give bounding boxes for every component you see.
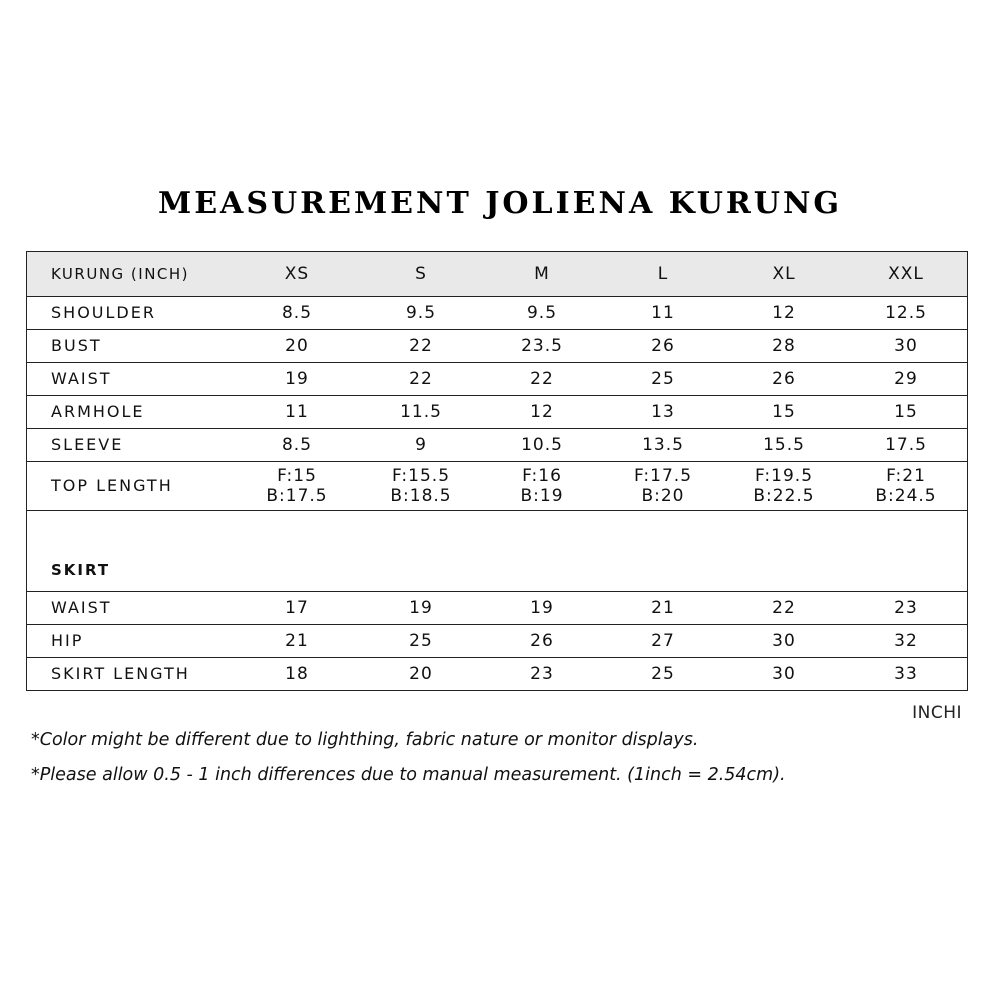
table-cell: 19 [409, 598, 433, 618]
skirt-section-row [27, 510, 967, 591]
table-row [27, 395, 967, 428]
table-header-row [27, 252, 967, 296]
skirt-heading: SKIRT [51, 561, 111, 579]
front-length: F:21 [886, 466, 926, 486]
table-cell: 25 [651, 664, 675, 684]
row-label: SHOULDER [51, 303, 156, 322]
table-cell: 18 [285, 664, 309, 684]
header-size-xxl: XXL [888, 264, 924, 284]
table-cell: 12.5 [885, 303, 927, 323]
table-cell: 27 [651, 631, 675, 651]
table-cell: 9.5 [405, 303, 437, 323]
table-cell: 26 [530, 631, 554, 651]
front-length: F:17.5 [633, 466, 693, 486]
table-cell: 17.5 [885, 435, 927, 455]
table-row [27, 624, 967, 657]
table-cell: 15.5 [763, 435, 805, 455]
back-length: B:20 [641, 486, 685, 506]
color-disclaimer: *Color might be different due to lighthing, fabric nature or monitor displays. [31, 730, 699, 750]
table-cell: 32 [894, 631, 918, 651]
table-cell: 12 [530, 402, 554, 422]
header-size-xs: XS [284, 264, 310, 284]
back-length: B:17.5 [266, 486, 328, 506]
back-length: B:19 [520, 486, 564, 506]
table-cell: 9.5 [526, 303, 558, 323]
row-label: ARMHOLE [51, 402, 145, 421]
header-label: KURUNG (INCH) [51, 265, 190, 283]
back-length: B:18.5 [390, 486, 452, 506]
unit-note: INCHI [912, 703, 962, 723]
table-cell: 8.5 [281, 435, 313, 455]
row-label: SLEEVE [51, 435, 124, 454]
table-row-top-length [27, 461, 967, 510]
header-size-m: M [534, 264, 550, 284]
table-cell: 23 [530, 664, 554, 684]
back-length: B:22.5 [753, 486, 815, 506]
table-cell: 30 [772, 664, 796, 684]
table-cell: 19 [285, 369, 309, 389]
table-cell: 33 [894, 664, 918, 684]
table-row [27, 362, 967, 395]
front-length: F:15.5 [391, 466, 451, 486]
table-cell [723, 462, 845, 510]
table-cell: 22 [409, 369, 433, 389]
row-label: WAIST [51, 369, 112, 388]
table-cell: 23.5 [521, 336, 563, 356]
table-row [27, 591, 967, 624]
table-cell: 13 [651, 402, 675, 422]
table-cell: 20 [285, 336, 309, 356]
size-chart-table [26, 251, 968, 691]
table-cell: 26 [772, 369, 796, 389]
table-cell: 9 [415, 435, 427, 455]
table-cell: 25 [409, 631, 433, 651]
table-cell: 13.5 [642, 435, 684, 455]
table-cell: 22 [530, 369, 554, 389]
table-row [27, 329, 967, 362]
table-cell: 19 [530, 598, 554, 618]
table-cell: 25 [651, 369, 675, 389]
header-size-s: S [415, 264, 427, 284]
table-cell: 22 [772, 598, 796, 618]
table-cell [845, 462, 967, 510]
table-cell: 20 [409, 664, 433, 684]
table-cell: 22 [409, 336, 433, 356]
table-cell [603, 462, 723, 510]
front-length: F:19.5 [754, 466, 814, 486]
table-cell: 26 [651, 336, 675, 356]
table-cell: 11.5 [400, 402, 442, 422]
table-cell: 11 [285, 402, 309, 422]
table-cell: 21 [651, 598, 675, 618]
table-cell: 28 [772, 336, 796, 356]
header-size-l: L [657, 264, 669, 284]
row-label: TOP LENGTH [51, 476, 173, 495]
page-title: MEASUREMENT JOLIENA KURUNG [157, 186, 842, 221]
back-length: B:24.5 [875, 486, 937, 506]
table-cell [481, 462, 603, 510]
front-length: F:15 [277, 466, 317, 486]
table-cell [361, 462, 481, 510]
table-row [27, 657, 967, 690]
table-cell: 15 [894, 402, 918, 422]
header-size-xl: XL [772, 264, 796, 284]
table-row [27, 296, 967, 329]
table-cell: 21 [285, 631, 309, 651]
table-cell: 11 [651, 303, 675, 323]
measurement-disclaimer: *Please allow 0.5 - 1 inch differences due to manual measurement. (1inch = 2.54cm). [31, 765, 786, 785]
table-cell: 29 [894, 369, 918, 389]
row-label: BUST [51, 336, 102, 355]
row-label: WAIST [51, 598, 112, 617]
table-cell: 15 [772, 402, 796, 422]
table-row [27, 428, 967, 461]
front-length: F:16 [522, 466, 562, 486]
row-label: SKIRT LENGTH [51, 664, 190, 683]
table-cell: 8.5 [281, 303, 313, 323]
table-cell: 17 [285, 598, 309, 618]
row-label: HIP [51, 631, 84, 650]
table-cell: 23 [894, 598, 918, 618]
table-cell: 10.5 [521, 435, 563, 455]
table-cell: 30 [894, 336, 918, 356]
table-cell [233, 462, 361, 510]
table-cell: 30 [772, 631, 796, 651]
table-cell: 12 [772, 303, 796, 323]
